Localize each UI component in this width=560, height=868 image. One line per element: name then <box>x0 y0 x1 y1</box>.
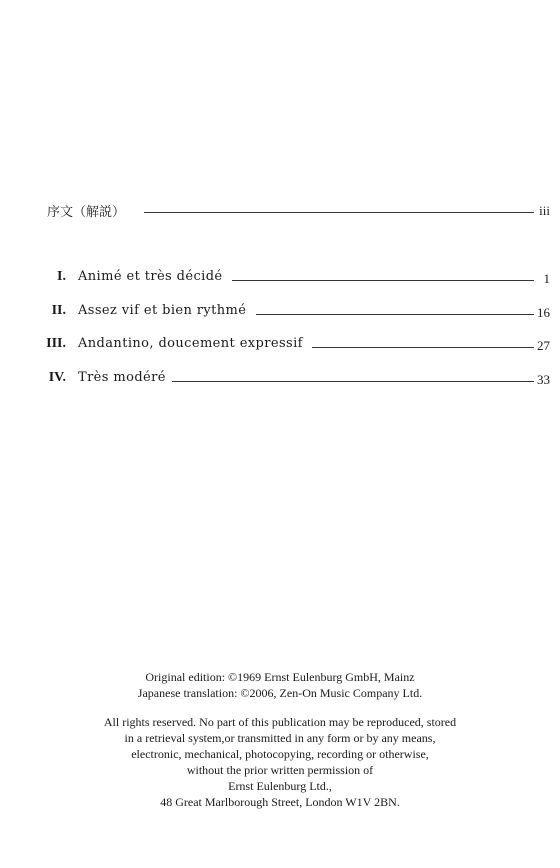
toc-entry <box>0 303 560 327</box>
movement-numeral: I. <box>57 269 66 284</box>
rights-line: in a retrieval system,or transmitted in any form or by any means, <box>124 731 436 745</box>
movement-page-number: 27 <box>537 338 550 353</box>
edition-notice <box>0 669 560 701</box>
rights-line: Ernst Eulenburg Ltd., <box>228 779 332 793</box>
rights-notice <box>0 714 560 810</box>
preface-page-number: iii <box>539 203 550 218</box>
movement-numeral: IV. <box>48 370 66 385</box>
rights-line: electronic, mechanical, photocopying, recording or otherwise, <box>131 747 429 761</box>
leader-rule <box>256 314 534 315</box>
movement-title: Animé et très décidé <box>78 269 223 284</box>
rights-line: All rights reserved. No part of this publication may be reproduced, stored <box>103 715 457 729</box>
movement-page-number: 33 <box>537 372 550 387</box>
movement-numeral: III. <box>46 336 66 351</box>
movement-title: Assez vif et bien rythmé <box>78 303 247 318</box>
leader-rule <box>232 280 534 281</box>
movement-title: Très modéré <box>78 370 166 385</box>
rights-line: without the prior written permission of <box>186 763 374 777</box>
toc-entry <box>0 370 560 394</box>
leader-rule <box>172 381 534 382</box>
leader-rule <box>312 347 534 348</box>
japanese-translation-line: Japanese translation: ©2006, Zen-On Music Company Ltd. <box>137 686 423 700</box>
leader-rule <box>144 212 534 213</box>
original-edition-line: Original edition: ©1969 Ernst Eulenburg GmbH, Mainz <box>145 670 415 684</box>
movement-page-number: 16 <box>537 305 550 320</box>
preface-title: 序文（解説） <box>47 205 126 220</box>
movement-page-number: 1 <box>543 271 550 286</box>
movement-numeral: II. <box>51 303 66 318</box>
toc-entry <box>0 269 560 293</box>
toc-entry <box>0 336 560 360</box>
toc-preface-entry <box>0 201 560 225</box>
movement-title: Andantino, doucement expressif <box>78 336 303 351</box>
rights-line: 48 Great Marlborough Street, London W1V 2BN. <box>160 795 400 809</box>
